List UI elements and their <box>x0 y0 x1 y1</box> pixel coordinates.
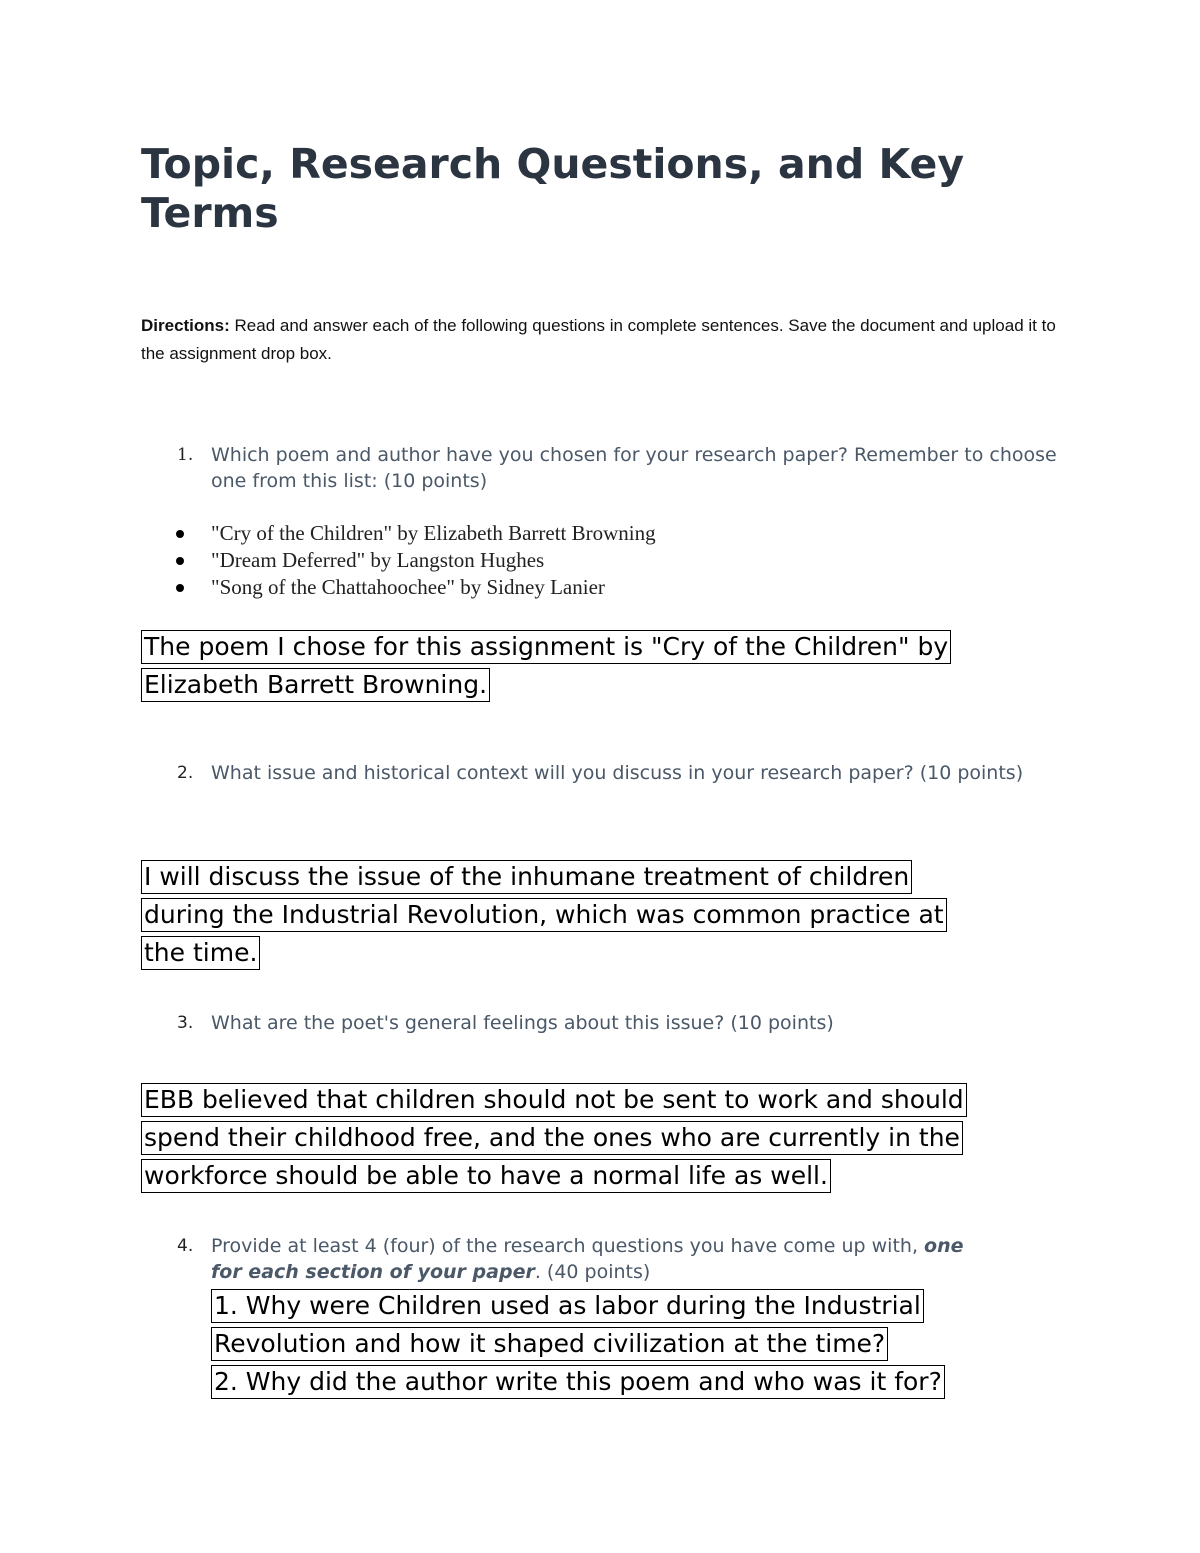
poem-list <box>175 520 656 601</box>
bullet-icon <box>176 584 184 592</box>
answer-line: spend their childhood free, and the ones who are currently in the <box>141 1121 963 1155</box>
question-3 <box>177 1010 1071 1036</box>
question-4-number: 4. <box>177 1236 194 1256</box>
answer-line: workforce should be able to have a normal life as well. <box>141 1159 831 1193</box>
bullet-icon <box>176 557 184 565</box>
question-4 <box>177 1233 971 1285</box>
question-4-emphasis: one for each section of your paper <box>211 1235 964 1283</box>
question-1 <box>177 442 1071 494</box>
directions-text: Read and answer each of the following questions in complete sentences. Save the document and upload it to the assignment drop box. <box>141 316 1056 363</box>
question-4-suffix: . (40 points) <box>534 1261 651 1283</box>
answer-line: Revolution and how it shaped civilization at the time? <box>211 1327 888 1361</box>
answer-line: Elizabeth Barrett Browning. <box>141 668 490 702</box>
answer-3[interactable] <box>141 1082 1071 1196</box>
list-item <box>175 574 656 601</box>
answer-1[interactable] <box>141 629 1071 705</box>
poem-option: "Song of the Chattahoochee" by Sidney Lanier <box>211 575 605 599</box>
poem-option: "Dream Deferred" by Langston Hughes <box>211 548 545 572</box>
question-1-text: Which poem and author have you chosen for your research paper? Remember to choose one from this list: (10 points) <box>211 444 1057 492</box>
question-4-text: Provide at least 4 (four) of the research questions you have come up with, <box>211 1235 925 1257</box>
directions <box>141 312 1071 368</box>
question-3-text: What are the poet's general feelings about this issue? (10 points) <box>211 1012 834 1034</box>
answer-line: during the Industrial Revolution, which was common practice at <box>141 898 947 932</box>
poem-option: "Cry of the Children" by Elizabeth Barrett Browning <box>211 521 656 545</box>
bullet-icon <box>176 530 184 538</box>
question-1-number: 1. <box>177 445 194 465</box>
answer-4[interactable] <box>211 1288 1071 1402</box>
answer-line: The poem I chose for this assignment is "Cry of the Children" by <box>141 630 951 664</box>
answer-line: 1. Why were Children used as labor during the Industrial <box>211 1289 924 1323</box>
question-2-text: What issue and historical context will you discuss in your research paper? (10 points) <box>211 762 1024 784</box>
answer-line: I will discuss the issue of the inhumane treatment of children <box>141 860 912 894</box>
question-2-number: 2. <box>177 763 194 783</box>
list-item <box>175 547 656 574</box>
directions-label: Directions: <box>141 316 230 335</box>
answer-2[interactable] <box>141 859 1071 973</box>
answer-line: EBB believed that children should not be sent to work and should <box>141 1083 967 1117</box>
list-item <box>175 520 656 547</box>
question-3-number: 3. <box>177 1013 194 1033</box>
question-2 <box>177 760 1071 786</box>
answer-line: 2. Why did the author write this poem and who was it for? <box>211 1365 945 1399</box>
answer-line: the time. <box>141 936 260 970</box>
page-title: Topic, Research Questions, and Key Terms <box>141 140 965 237</box>
